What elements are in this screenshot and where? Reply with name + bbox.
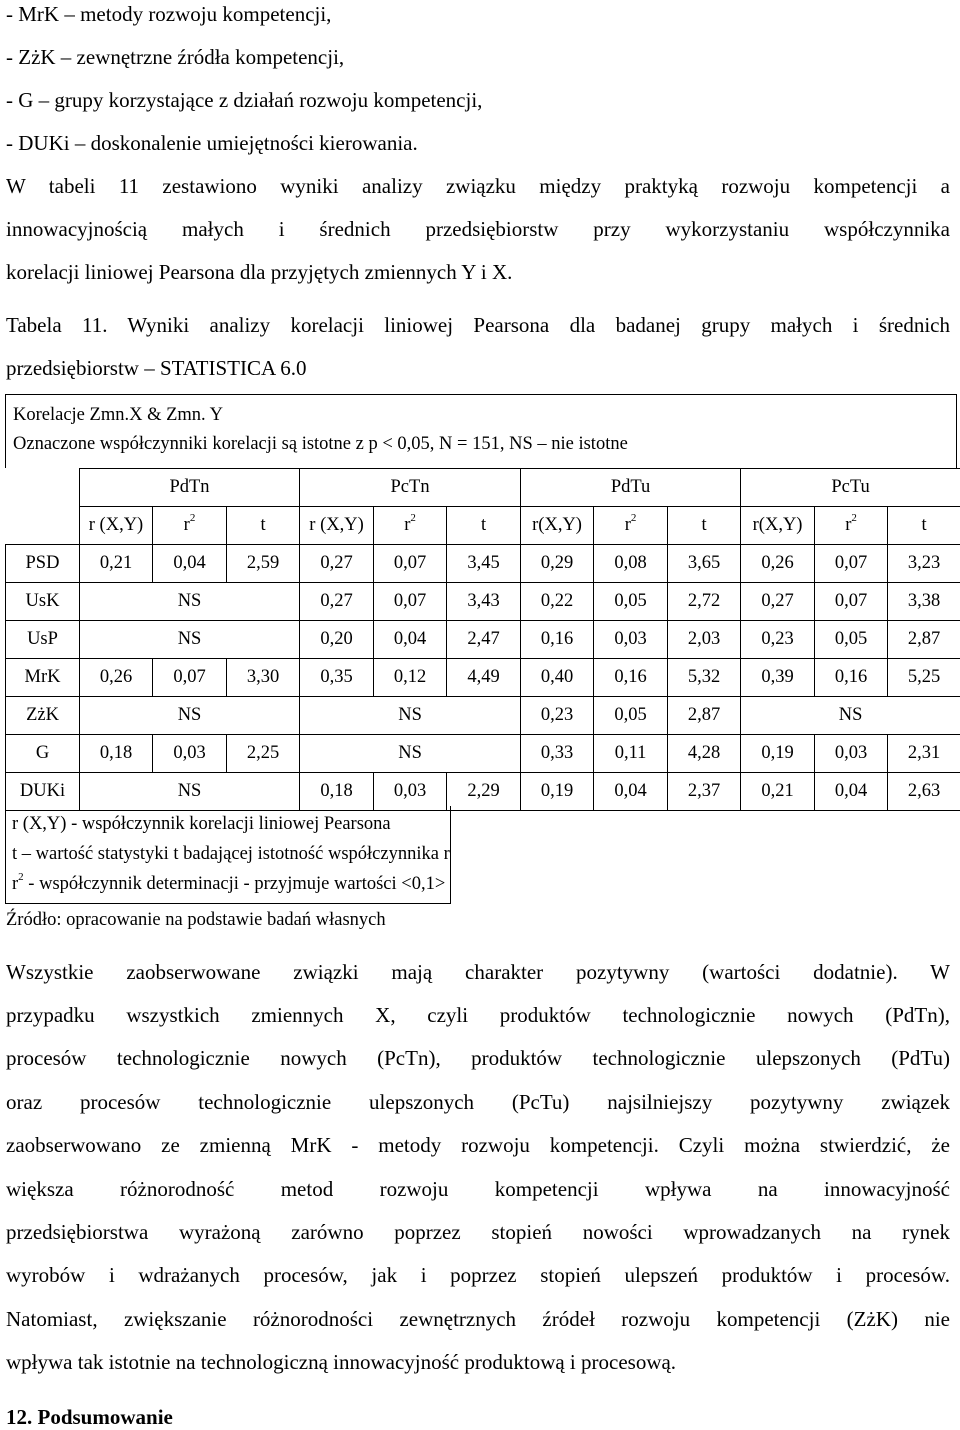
table-cell: 3,43 [447, 583, 521, 621]
row-label: DUKi [6, 773, 80, 811]
group-header: PdTn [80, 469, 300, 507]
table-cell: 3,38 [888, 583, 960, 621]
table-legend [5, 806, 451, 904]
table-cell: 0,19 [521, 773, 594, 811]
table-cell: 0,35 [300, 659, 374, 697]
column-header-label: r (X,Y) [88, 515, 144, 535]
row-label: UsK [6, 583, 80, 621]
column-header [521, 507, 594, 545]
table-row [6, 735, 960, 773]
table-cell: 0,12 [374, 659, 447, 697]
table-row [6, 697, 960, 735]
table-cell: 0,20 [300, 621, 374, 659]
table-cell: 2,63 [888, 773, 960, 811]
column-header [594, 507, 668, 545]
legend-text: - współczynnik determinacji - przyjmuje wartości <0,1> [23, 874, 446, 894]
table-cell: 2,87 [888, 621, 960, 659]
column-header-label: r [845, 515, 852, 535]
column-header-superscript: 2 [410, 512, 416, 524]
table-cell: 0,03 [815, 735, 888, 773]
correlation-table [5, 468, 960, 811]
table-cell: 0,16 [815, 659, 888, 697]
column-header-label: r [183, 515, 190, 535]
table-row [6, 773, 960, 811]
table-row [6, 545, 960, 583]
table-cell: 0,21 [80, 545, 153, 583]
column-header [153, 507, 227, 545]
table-cell: 2,59 [227, 545, 300, 583]
table-cell: 3,65 [668, 545, 741, 583]
table-caption: przedsiębiorstw – STATISTICA 6.0 [6, 356, 307, 380]
table-cell: 5,25 [888, 659, 960, 697]
table-cell: 0,23 [741, 621, 815, 659]
table-cell: 0,05 [815, 621, 888, 659]
column-header [888, 507, 960, 545]
table-cell: 2,25 [227, 735, 300, 773]
intro-line: W tabeli 11 zestawiono wyniki analizy związku między praktyką rozwoju kompetencji a [6, 174, 950, 198]
table-cell: NS [300, 735, 521, 773]
body-line: Wszystkie zaobserwowane związki mają charakter pozytywny (wartości dodatnie). W [6, 960, 950, 984]
table-cell: 2,29 [447, 773, 521, 811]
table-cell: 0,22 [521, 583, 594, 621]
body-line: zaobserwowano ze zmienną MrK - metody rozwoju kompetencji. Czyli można stwierdzić, że [6, 1133, 950, 1157]
column-header [741, 507, 815, 545]
list-item-zzk: - ZżK – zewnętrzne źródła kompetencji, [6, 45, 345, 69]
table-cell: 0,07 [815, 545, 888, 583]
table-cell: 0,19 [741, 735, 815, 773]
body-line: Natomiast, zwiększanie różnorodności zewnętrznych źródeł rozwoju kompetencji (ZżK) nie [6, 1307, 950, 1331]
table-row [6, 583, 960, 621]
row-label: G [6, 735, 80, 773]
table-cell: 0,16 [521, 621, 594, 659]
group-header: PcTn [300, 469, 521, 507]
table-subheader-row [6, 507, 960, 545]
table-cell: 0,18 [300, 773, 374, 811]
column-header-label: r(X,Y) [752, 515, 803, 535]
column-header-label: r(X,Y) [532, 515, 582, 535]
table-cell: 2,87 [668, 697, 741, 735]
table-row [6, 621, 960, 659]
table-header-box [5, 394, 957, 468]
intro-line: korelacji liniowej Pearsona dla przyjętych zmiennych Y i X. [6, 260, 513, 284]
list-item-duki: - DUKi – doskonalenie umiejętności kierowania. [6, 131, 418, 155]
table-cell: 0,29 [521, 545, 594, 583]
body-line: przedsiębiorstwa wyrażoną zarówno poprzez stopień nowości wprowadzanych na rynek [6, 1220, 950, 1244]
table-cell: 0,26 [741, 545, 815, 583]
column-header [374, 507, 447, 545]
body-line: procesów technologicznie nowych (PcTn), produktów technologicznie ulepszonych (PdTu) [6, 1046, 950, 1070]
table-cell: 0,05 [594, 697, 668, 735]
legend-line: t – wartość statystyki t badającej istotność współczynnika r [12, 844, 450, 864]
body-line: przypadku wszystkich zmiennych X, czyli produktów technologicznie nowych (PdTn), [6, 1003, 950, 1027]
body-line: oraz procesów technologicznie ulepszonych (PcTu) najsilniejszy pozytywny związek [6, 1090, 950, 1114]
table-cell: NS [80, 583, 300, 621]
table-cell: 5,32 [668, 659, 741, 697]
table-cell: NS [80, 773, 300, 811]
group-header: PcTu [741, 469, 960, 507]
table-cell: 0,07 [374, 583, 447, 621]
table-cell: 0,27 [300, 545, 374, 583]
body-line: większa różnorodność metod rozwoju kompetencji wpływa na innowacyjność [6, 1177, 950, 1201]
list-item-mrk: - MrK – metody rozwoju kompetencji, [6, 2, 332, 26]
body-line: wyrobów i wdrażanych procesów, jak i poprzez stopień ulepszeń produktów i procesów. [6, 1263, 950, 1287]
table-cell: 0,03 [374, 773, 447, 811]
row-label: UsP [6, 621, 80, 659]
table-cell: 0,16 [594, 659, 668, 697]
table-group-header-row [6, 469, 960, 507]
table-cell: 0,05 [594, 583, 668, 621]
table-caption: Tabela 11. Wyniki analizy korelacji liniowej Pearsona dla badanej grupy małych i średnich [6, 313, 950, 337]
table-cell: 0,04 [815, 773, 888, 811]
row-label: MrK [6, 659, 80, 697]
corner-cell [6, 469, 80, 545]
table-cell: 2,72 [668, 583, 741, 621]
legend-line: r (X,Y) - współczynnik korelacji liniowej Pearsona [12, 814, 391, 834]
legend-line [12, 871, 446, 895]
column-header [447, 507, 521, 545]
table-cell: NS [741, 697, 960, 735]
table-cell: 3,30 [227, 659, 300, 697]
column-header [300, 507, 374, 545]
row-label: PSD [6, 545, 80, 583]
table-cell: 0,39 [741, 659, 815, 697]
table-cell: NS [80, 697, 300, 735]
table-cell: 0,27 [741, 583, 815, 621]
column-header-superscript: 2 [189, 512, 196, 524]
list-item-g: - G – grupy korzystające z działań rozwoju kompetencji, [6, 88, 483, 112]
table-cell: 0,33 [521, 735, 594, 773]
column-header [815, 507, 888, 545]
section-heading [6, 1405, 173, 1430]
table-cell: 0,26 [80, 659, 153, 697]
table-cell: 2,31 [888, 735, 960, 773]
table-cell: 2,03 [668, 621, 741, 659]
table-cell: 0,07 [815, 583, 888, 621]
table-row [6, 659, 960, 697]
column-header-label: t [260, 515, 266, 535]
table-cell: 3,23 [888, 545, 960, 583]
group-header: PdTu [521, 469, 741, 507]
legend-symbol: r [12, 874, 19, 894]
table-cell: 0,03 [153, 735, 227, 773]
legend-superscript: 2 [18, 871, 24, 883]
table-cell: 2,47 [447, 621, 521, 659]
table-cell: 0,04 [153, 545, 227, 583]
column-header-label: t [921, 515, 927, 535]
body-line: wpływa tak istotnie na technologiczną innowacyjność produktową i procesową. [6, 1350, 677, 1374]
column-header-label: r [404, 515, 411, 535]
table-cell: 0,07 [153, 659, 227, 697]
table-cell: 0,04 [374, 621, 447, 659]
table-cell: NS [80, 621, 300, 659]
table-cell: 0,18 [80, 735, 153, 773]
table-cell: NS [300, 697, 521, 735]
table-cell: 3,45 [447, 545, 521, 583]
column-header [80, 507, 153, 545]
column-header-label: r (X,Y) [309, 515, 364, 535]
table-cell: 4,49 [447, 659, 521, 697]
table-title: Korelacje Zmn.X & Zmn. Y [13, 405, 223, 425]
table-cell: 0,27 [300, 583, 374, 621]
table-cell: 0,04 [594, 773, 668, 811]
table-cell: 0,08 [594, 545, 668, 583]
column-header [227, 507, 300, 545]
intro-line: innowacyjnością małych i średnich przedsiębiorstw przy wykorzystaniu współczynnika [6, 217, 950, 241]
table-cell: 0,11 [594, 735, 668, 773]
table-subtitle: Oznaczone współczynniki korelacji są istotne z p < 0,05, N = 151, NS – nie istotne [13, 434, 628, 454]
table-cell: 0,07 [374, 545, 447, 583]
column-header-label: r [624, 515, 631, 535]
column-header-label: t [480, 515, 487, 535]
table-cell: 4,28 [668, 735, 741, 773]
column-header-superscript: 2 [630, 512, 637, 524]
column-header [668, 507, 741, 545]
source-note: Źródło: opracowanie na podstawie badań własnych [6, 910, 386, 930]
section-heading-text: 12. Podsumowanie [6, 1405, 173, 1429]
table-cell: 0,03 [594, 621, 668, 659]
column-header-superscript: 2 [851, 512, 857, 524]
table-cell: 0,21 [741, 773, 815, 811]
table-cell: 2,37 [668, 773, 741, 811]
table-cell: 0,23 [521, 697, 594, 735]
column-header-label: t [701, 515, 707, 535]
table-cell: 0,40 [521, 659, 594, 697]
row-label: ZżK [6, 697, 80, 735]
